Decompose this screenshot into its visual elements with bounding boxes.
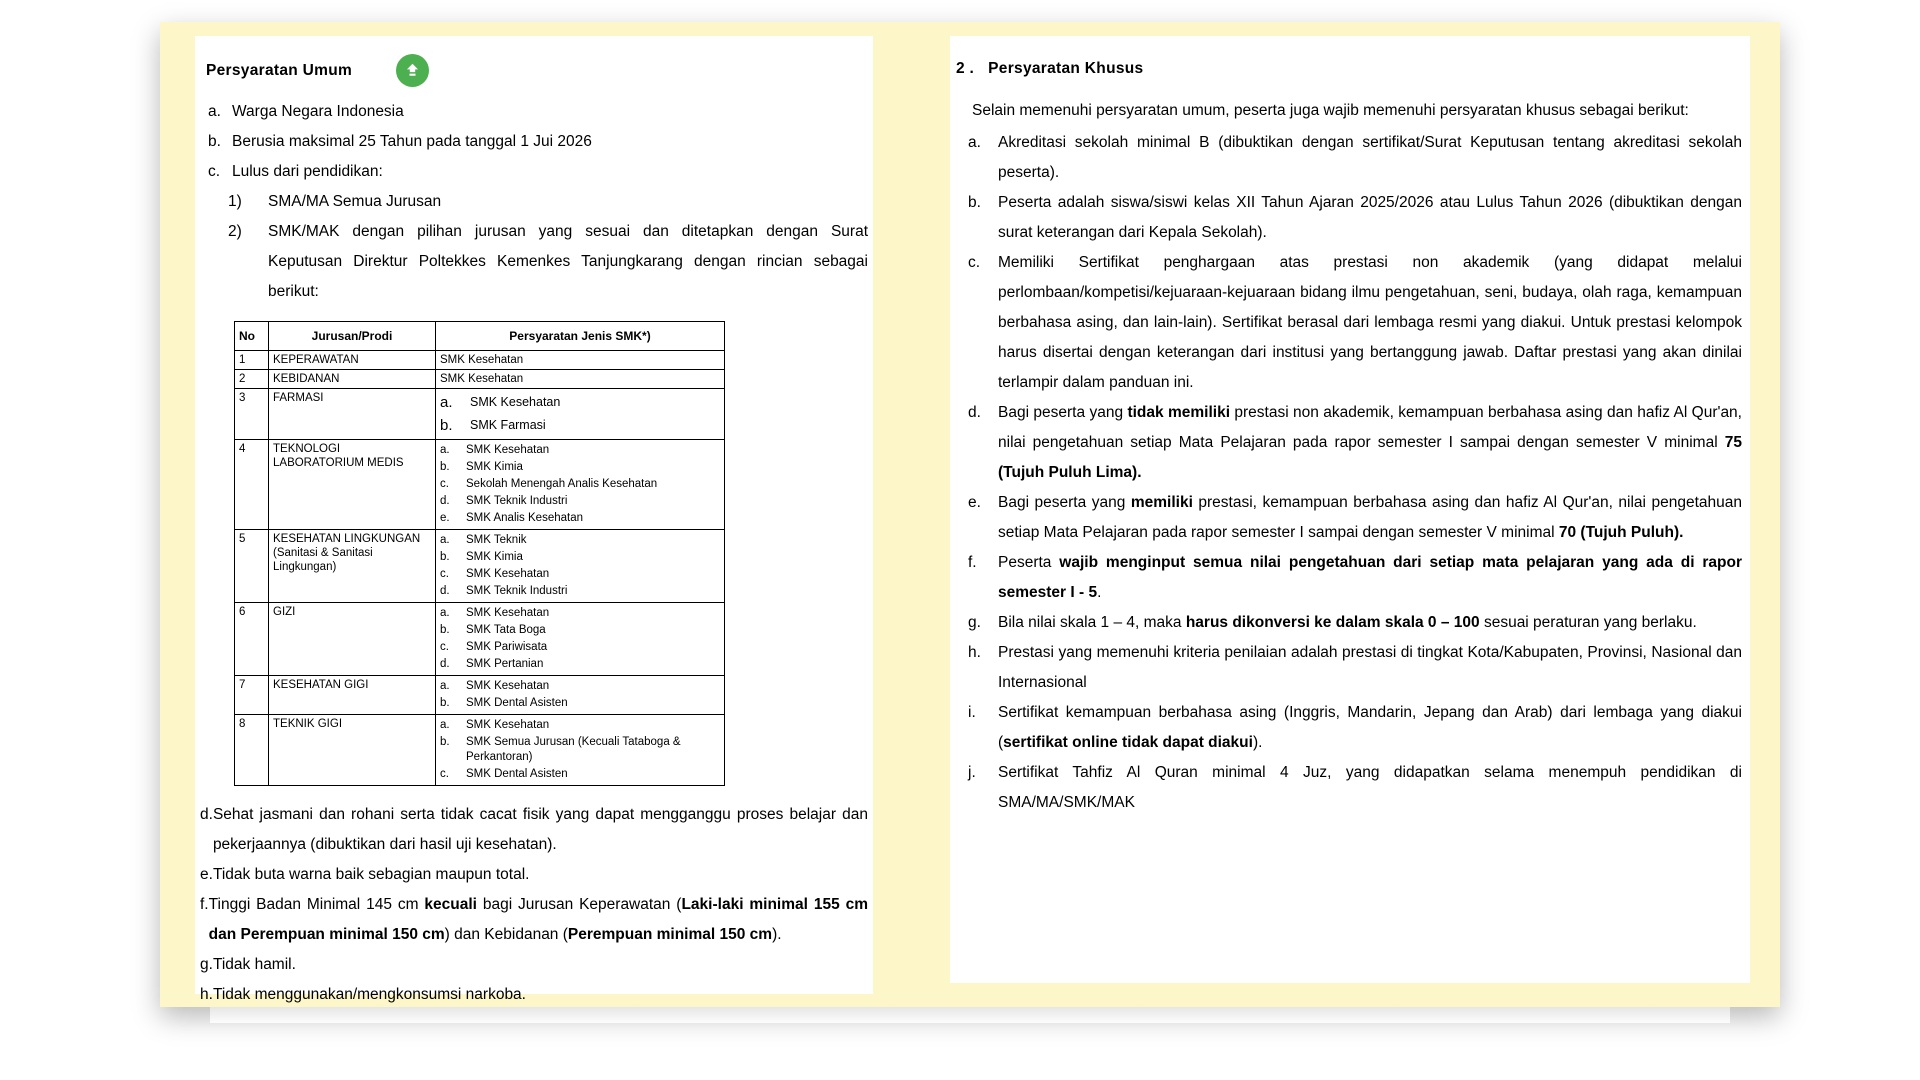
- bold-part: 75 (Tujuh Puluh Lima).: [998, 434, 1742, 481]
- table-row: [235, 715, 725, 786]
- list-marker: 1): [228, 193, 242, 210]
- cell-syarat: [436, 389, 725, 440]
- bold-part: 70 (Tujuh Puluh).: [1558, 524, 1684, 541]
- list-item-nilai-tanpa-prestasi: [950, 398, 1748, 488]
- list-text: Prestasi yang memenuhi kriteria penilaian adalah prestasi di tingkat Kota/Kabupaten, Provinsi, Nasional dan Internasional: [998, 644, 1742, 691]
- list-item: [950, 188, 1748, 248]
- cell-sublist-marker: d.: [440, 585, 450, 597]
- cell-sublist-item: [440, 510, 720, 527]
- cell-sublist-item: [440, 459, 720, 476]
- jurusan-prodi-table: [234, 321, 725, 786]
- upload-icon[interactable]: [396, 54, 429, 87]
- page-spine: [873, 36, 950, 994]
- cell-sublist-item: [440, 391, 720, 414]
- text-part: ).: [772, 926, 782, 943]
- cell-prodi: KEBIDANAN: [269, 370, 436, 389]
- cell-sublist-item: [440, 583, 720, 600]
- right-page-content: [950, 40, 1748, 985]
- cell-prodi: TEKNIK GIGI: [269, 715, 436, 786]
- text-part: Bagi peserta yang: [998, 404, 1128, 421]
- cell-sublist-marker: b.: [440, 551, 450, 563]
- cell-sublist-text: SMK Kimia: [466, 551, 523, 563]
- cell-sublist-marker: c.: [440, 768, 449, 780]
- column-header-prodi: Jurusan/Prodi: [269, 322, 436, 351]
- cell-sublist-marker: e.: [440, 512, 450, 524]
- section-number: 2 .: [956, 60, 975, 77]
- cell-sublist: [440, 391, 720, 437]
- cell-sublist-item: [440, 622, 720, 639]
- list-text: SMA/MA Semua Jurusan: [268, 193, 442, 210]
- list-marker: c.: [968, 254, 981, 271]
- cell-syarat: SMK Kesehatan: [436, 370, 725, 389]
- cell-sublist-item: [440, 414, 720, 437]
- cell-sublist: [440, 717, 720, 783]
- list-marker: d.: [200, 806, 213, 823]
- cell-sublist-text: SMK Farmasi: [470, 418, 546, 432]
- list-marker: e.: [200, 866, 213, 883]
- cell-no: 2: [235, 370, 269, 389]
- list-text: [998, 398, 1748, 488]
- cell-sublist-item: [440, 717, 720, 734]
- cell-sublist-marker: a.: [440, 534, 450, 546]
- table-row: [235, 530, 725, 603]
- cell-sublist-marker: b.: [440, 461, 450, 473]
- list-item: [200, 950, 868, 980]
- text-part: Tinggi Badan Minimal 145 cm: [208, 896, 425, 913]
- cell-sublist-text: SMK Tata Boga: [466, 624, 546, 636]
- list-text: Memiliki Sertifikat penghargaan atas prestasi non akademik (yang didapat melalui perlombaan/kompetisi/kejuaraan-kejuaraan bidang ilmu pengetahuan, seni, budaya, olah raga, kemampuan berbahasa asing, dan lain-lain). Sertifikat berasal dari lembaga resmi yang diakui. Untuk prestasi kelompok harus disertai dengan keterangan dari institusi yang bertanggung jawab. Daftar prestasi yang akan dinilai terlampir dalam panduan ini.: [998, 254, 1742, 391]
- cell-sublist-marker: a.: [440, 680, 450, 692]
- table-row: [235, 389, 725, 440]
- cell-sublist-item: [440, 695, 720, 712]
- text-part: prestasi, kemampuan berbahasa asing dan hafiz Al Qur'an, nilai pengetahuan setiap Mata Pelajaran pada rapor semester I sampai dengan semester V minimal: [998, 494, 1743, 541]
- cell-sublist-text: SMK Kesehatan: [466, 680, 550, 692]
- cell-sublist-item: [440, 532, 720, 549]
- cell-sublist-item: [440, 549, 720, 566]
- cell-no: 8: [235, 715, 269, 786]
- cell-syarat: [436, 715, 725, 786]
- bold-part: memiliki: [1130, 494, 1193, 511]
- list-item: [950, 128, 1748, 188]
- list-text: [209, 890, 868, 950]
- cell-sublist-item: [440, 605, 720, 622]
- list-text: Tidak menggunakan/mengkonsumsi narkoba.: [212, 986, 526, 1003]
- list-item: [200, 97, 868, 127]
- cell-sublist-item: [440, 442, 720, 459]
- list-item: [200, 187, 868, 217]
- list-text: Sehat jasmani dan rohani serta tidak cacat fisik yang dapat mengganggu proses belajar dan pekerjaannya (dibuktikan dari hasil uji kesehatan).: [212, 806, 868, 853]
- cell-prodi: TEKNOLOGI LABORATORIUM MEDIS: [269, 440, 436, 530]
- list-text: Warga Negara Indonesia: [232, 103, 404, 120]
- list-text: Akreditasi sekolah minimal B (dibuktikan dengan sertifikat/Surat Keputusan tentang akreditasi sekolah peserta).: [998, 134, 1742, 181]
- cell-syarat: [436, 603, 725, 676]
- text-part: bagi Jurusan Keperawatan (: [476, 896, 682, 913]
- list-item-nilai-dengan-prestasi: [950, 488, 1748, 548]
- cell-sublist-marker: d.: [440, 495, 450, 507]
- table-row: [235, 603, 725, 676]
- list-text: Tidak hamil.: [212, 956, 296, 973]
- cell-sublist-text: SMK Teknik: [466, 534, 527, 546]
- cell-sublist: [440, 605, 720, 673]
- cell-sublist-item: [440, 566, 720, 583]
- list-text: Berusia maksimal 25 Tahun pada tanggal 1 Jui 2026: [232, 133, 592, 150]
- cell-sublist-marker: a.: [440, 444, 450, 456]
- list-marker: c.: [208, 163, 221, 180]
- text-part: Sertifikat kemampuan berbahasa asing (Inggris, Mandarin, Jepang dan Arab) dari lembaga yang diakui (: [998, 704, 1742, 751]
- list-item: [950, 638, 1748, 698]
- text-part: ) dan Kebidanan (: [444, 926, 568, 943]
- list-text: Lulus dari pendidikan:: [232, 163, 383, 180]
- list-text: SMK/MAK dengan pilihan jurusan yang sesuai dan ditetapkan dengan Surat Keputusan Direktur Poltekkes Kemenkes Tanjungkarang dengan rincian sebagai berikut:: [268, 223, 868, 300]
- column-header-syarat: Persyaratan Jenis SMK*): [436, 322, 725, 351]
- list-marker: d.: [968, 404, 981, 421]
- cell-sublist: [440, 678, 720, 712]
- cell-sublist-text: SMK Kimia: [466, 461, 523, 473]
- cell-sublist-text: SMK Dental Asisten: [466, 768, 568, 780]
- cell-sublist-item: [440, 734, 720, 766]
- cell-sublist: [440, 532, 720, 600]
- table-row: [235, 351, 725, 370]
- list-marker: a.: [208, 103, 221, 120]
- list-item: [200, 860, 868, 890]
- bold-part: Perempuan minimal 150 cm: [567, 926, 773, 943]
- persyaratan-khusus-header: [956, 54, 1748, 84]
- cell-sublist-marker: b.: [440, 624, 450, 636]
- persyaratan-khusus-list: [950, 128, 1748, 818]
- list-text: [998, 488, 1748, 548]
- bold-part: kecuali: [424, 896, 477, 913]
- cell-sublist-marker: c.: [440, 478, 449, 490]
- cell-sublist-marker: c.: [440, 568, 449, 580]
- cell-no: 3: [235, 389, 269, 440]
- text-part: Peserta: [998, 554, 1060, 571]
- list-marker: e.: [968, 494, 981, 511]
- cell-syarat: [436, 530, 725, 603]
- list-item-konversi-skala: [950, 608, 1748, 638]
- table-header-row: [235, 322, 725, 351]
- cell-prodi: KESEHATAN GIGI: [269, 676, 436, 715]
- cell-prodi: KESEHATAN LINGKUNGAN (Sanitasi & Sanitasi Lingkungan): [269, 530, 436, 603]
- list-item: [200, 217, 868, 307]
- cell-sublist-text: SMK Pertanian: [466, 658, 544, 670]
- bold-part: sertifikat online tidak dapat diakui: [1003, 734, 1253, 751]
- section-title: Persyaratan Khusus: [988, 60, 1144, 77]
- cell-sublist-marker: a.: [440, 719, 450, 731]
- cell-sublist-item: [440, 476, 720, 493]
- text-part: Bila nilai skala 1 – 4, maka: [998, 614, 1186, 631]
- cell-sublist-text: SMK Semua Jurusan (Kecuali Tataboga & Perkantoran): [466, 736, 681, 763]
- cell-no: 5: [235, 530, 269, 603]
- cell-syarat: SMK Kesehatan: [436, 351, 725, 370]
- bold-part: Laki-laki minimal 155 cm dan Perempuan minimal 150 cm: [208, 896, 868, 943]
- cell-sublist-marker: b.: [440, 736, 450, 748]
- bold-part: wajib menginput semua nilai pengetahuan dari setiap mata pelajaran yang ada di rapor semester I - 5: [998, 554, 1742, 601]
- list-text: Tidak buta warna baik sebagian maupun total.: [212, 866, 530, 883]
- list-marker: a.: [968, 134, 981, 151]
- cell-no: 6: [235, 603, 269, 676]
- pendidikan-sublist: [200, 187, 868, 307]
- cell-prodi: GIZI: [269, 603, 436, 676]
- text-part: Bagi peserta yang: [998, 494, 1131, 511]
- text-part: ).: [1252, 734, 1263, 751]
- cell-sublist-text: SMK Pariwisata: [466, 641, 548, 653]
- cell-sublist-item: [440, 766, 720, 783]
- persyaratan-umum-list-continued: [200, 800, 868, 1010]
- list-marker: g.: [968, 614, 981, 631]
- list-marker: b.: [968, 194, 981, 211]
- cell-no: 4: [235, 440, 269, 530]
- list-marker: g.: [200, 956, 213, 973]
- section-intro: Selain memenuhi persyaratan umum, peserta juga wajib memenuhi persyaratan khusus sebagai berikut:: [972, 102, 1689, 119]
- list-text: [998, 548, 1748, 608]
- list-marker: j.: [968, 764, 976, 781]
- cell-sublist-text: SMK Teknik Industri: [466, 495, 568, 507]
- list-text: Sertifikat Tahfiz Al Quran minimal 4 Juz, yang didapatkan selama menempuh pendidikan di SMA/MA/SMK/MAK: [998, 764, 1742, 811]
- list-marker: i.: [968, 704, 976, 721]
- table-body: [235, 351, 725, 786]
- cell-sublist-text: SMK Dental Asisten: [466, 697, 568, 709]
- cell-no: 1: [235, 351, 269, 370]
- cell-sublist-text: SMK Teknik Industri: [466, 585, 568, 597]
- text-part: sesuai peraturan yang berlaku.: [1479, 614, 1697, 631]
- cell-sublist-text: SMK Kesehatan: [466, 444, 550, 456]
- cell-sublist-item: [440, 493, 720, 510]
- left-page-content: [200, 40, 872, 1003]
- table-head: [235, 322, 725, 351]
- cell-syarat: [436, 440, 725, 530]
- table-row: [235, 440, 725, 530]
- cell-sublist-text: Sekolah Menengah Analis Kesehatan: [466, 478, 658, 490]
- list-item: [200, 980, 868, 1010]
- cell-sublist-marker: b.: [440, 697, 450, 709]
- page-title: Persyaratan Umum: [206, 61, 353, 79]
- cell-sublist-item: [440, 639, 720, 656]
- column-header-no: No: [235, 322, 269, 351]
- cell-sublist-text: SMK Kesehatan: [470, 395, 561, 409]
- list-item-tinggi-badan: [200, 890, 868, 950]
- list-marker: h.: [968, 644, 981, 661]
- list-text: Peserta adalah siswa/siswi kelas XII Tahun Ajaran 2025/2026 atau Lulus Tahun 2026 (dibuktikan dengan surat keterangan dari Kepala Sekolah).: [998, 194, 1742, 241]
- cell-sublist-text: SMK Kesehatan: [466, 568, 550, 580]
- persyaratan-umum-list: [200, 97, 868, 187]
- list-marker: f.: [968, 554, 977, 571]
- jurusan-table-wrapper: [234, 321, 868, 786]
- list-marker: f.: [200, 896, 209, 913]
- cell-sublist-marker: c.: [440, 641, 449, 653]
- list-marker: h.: [200, 986, 213, 1003]
- cell-no: 7: [235, 676, 269, 715]
- list-item: [950, 758, 1748, 818]
- cell-sublist: [440, 442, 720, 527]
- list-item: [950, 248, 1748, 398]
- cell-sublist-text: SMK Analis Kesehatan: [466, 512, 583, 524]
- list-marker: b.: [208, 133, 221, 150]
- bold-part: harus dikonversi ke dalam skala 0 – 100: [1185, 614, 1480, 631]
- cell-sublist-marker: a.: [440, 394, 453, 411]
- list-text: [998, 608, 1748, 638]
- list-marker: 2): [228, 223, 242, 240]
- persyaratan-umum-header: [206, 54, 868, 87]
- cell-prodi: KEPERAWATAN: [269, 351, 436, 370]
- list-item-sertifikat-bahasa: [950, 698, 1748, 758]
- cell-sublist-item: [440, 656, 720, 673]
- bold-part: tidak memiliki: [1127, 404, 1231, 421]
- text-part: .: [1097, 584, 1102, 601]
- cell-sublist-marker: d.: [440, 658, 450, 670]
- cell-sublist-item: [440, 678, 720, 695]
- text-part: prestasi non akademik, kemampuan berbahasa asing dan hafiz Al Qur'an, nilai pengetahuan setiap Mata Pelajaran pada rapor semester I sampai dengan semester V minimal: [998, 404, 1742, 451]
- cell-sublist-marker: a.: [440, 607, 450, 619]
- table-row: [235, 370, 725, 389]
- list-item-input-nilai: [950, 548, 1748, 608]
- cell-syarat: [436, 676, 725, 715]
- cell-sublist-text: SMK Kesehatan: [466, 607, 550, 619]
- list-item: [200, 800, 868, 860]
- cell-prodi: FARMASI: [269, 389, 436, 440]
- table-row: [235, 676, 725, 715]
- list-text: [998, 698, 1748, 758]
- cell-sublist-text: SMK Kesehatan: [466, 719, 550, 731]
- list-item: [200, 157, 868, 187]
- cell-sublist-marker: b.: [440, 417, 453, 434]
- list-item: [200, 127, 868, 157]
